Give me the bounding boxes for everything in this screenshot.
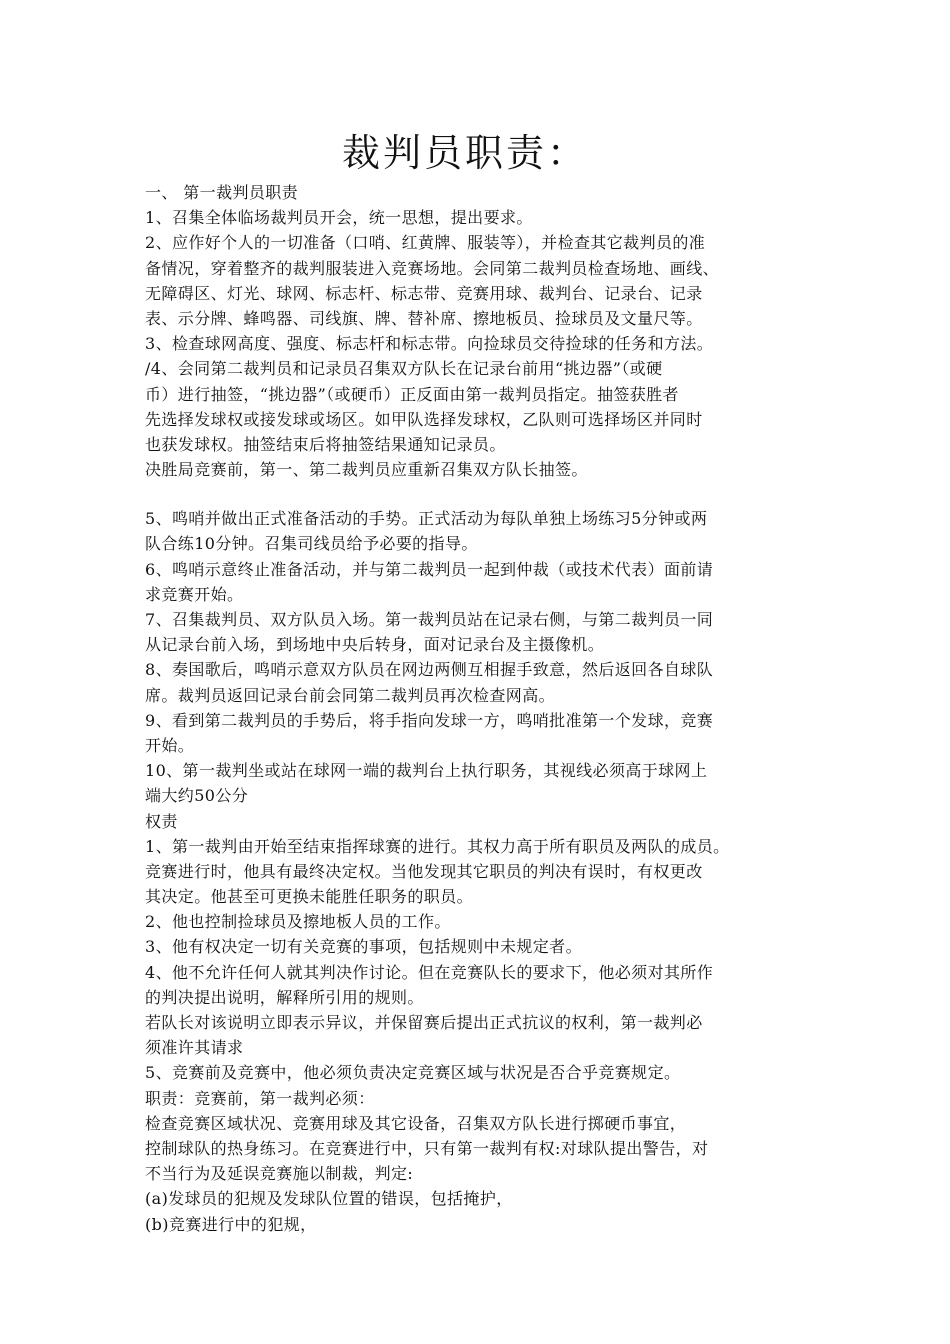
text-line: 3、他有权决定一切有关竞赛的事项，包括规则中未规定者。 <box>145 937 582 957</box>
text-line: 9、看到第二裁判员的手势后，将手指向发球一方，鸣哨批准第一个发球，竞赛 <box>145 710 714 730</box>
text-line: 先选择发球权或接发球或场区。如甲队选择发球权，乙队则可选择场区并同时 <box>145 409 703 429</box>
text-line: 5、竞赛前及竞赛中，他必须负责决定竞赛区域与状况是否合乎竞赛规定。 <box>145 1063 681 1083</box>
text-line: 从记录台前入场，到场地中央后转身，面对记录台及主摄像机。 <box>145 635 605 655</box>
text-line: 队合练10分钟。召集司线员给予必要的指导。 <box>145 534 478 554</box>
text-line: 权责 <box>145 811 178 831</box>
document-body <box>145 180 835 1237</box>
text-line: 6、鸣哨示意终止准备活动，并与第二裁判员一起到仲裁（或技术代表）面前请 <box>145 559 714 579</box>
text-line: 若队长对该说明立即表示异议，并保留赛后提出正式抗议的权利，第一裁判必 <box>145 1013 703 1032</box>
text-line: 1、第一裁判由开始至结束指挥球赛的进行。其权力高于所有职员及两队的成员。 <box>145 836 730 856</box>
text-line: 须准许其请求 <box>145 1038 244 1058</box>
document-title: 裁判员职责： <box>341 131 588 175</box>
text-line: 8、奏国歌后，鸣哨示意双方队员在网边两侧互相握手致意，然后返回各自球队 <box>145 660 714 680</box>
text-line: 5、鸣哨并做出正式准备活动的手势。正式活动为每队单独上场练习5分钟或两 <box>145 509 708 529</box>
text-line: 开始。 <box>145 735 195 755</box>
text-line: 竞赛进行时，他具有最终决定权。当他发现其它职员的判决有误时，有权更改 <box>145 861 703 881</box>
text-line: 不当行为及延误竞赛施以制裁，判定: <box>145 1164 414 1184</box>
text-line: 端大约50公分 <box>145 786 249 806</box>
text-line: 3、检查球网高度、强度、标志杆和标志带。向捡球员交待捡球的任务和方法。 <box>145 334 714 354</box>
text-line: 控制球队的热身练习。在竞赛进行中，只有第一裁判有权:对球队提出警告，对 <box>145 1138 709 1158</box>
text-line: 席。裁判员返回记录台前会同第二裁判员再次检查网高。 <box>145 685 556 705</box>
text-line: /4、会同第二裁判员和记录员召集双方队长在记录台前用“挑边器”（或硬 <box>145 359 663 379</box>
text-line: 求竞赛开始。 <box>145 584 244 604</box>
text-line: 1、召集全体临场裁判员开会，统一思想，提出要求。 <box>145 208 533 228</box>
text-line: 其决定。他甚至可更换未能胜任职务的职员。 <box>145 887 474 907</box>
text-line: 决胜局竞赛前，第一、第二裁判员应重新召集双方队长抽签。 <box>145 460 588 480</box>
text-line: 无障碍区、灯光、球网、标志杆、标志带、竞赛用球、裁判台、记录台、记录 <box>145 283 703 303</box>
text-line: 2、他也控制捡球员及擦地板人员的工作。 <box>145 912 451 932</box>
text-line: 的判决提出说明，解释所引用的规则。 <box>145 987 424 1007</box>
text-line: 2、应作好个人的一切准备（口哨、红黄牌、服装等），并检查其它裁判员的准 <box>145 233 706 253</box>
text-line: (a)发球员的犯规及发球队位置的错误，包括掩护， <box>145 1189 513 1209</box>
text-line: 10、第一裁判坐或站在球网一端的裁判台上执行职务，其视线必须高于球网上 <box>145 761 708 781</box>
text-line: 也获发球权。抽签结束后将抽签结果通知记录员。 <box>145 434 506 454</box>
text-line: 一、 第一裁判员职责 <box>145 183 299 202</box>
text-line: 币）进行抽签，“挑边器”（或硬币）正反面由第一裁判员指定。抽签获胜者 <box>145 384 679 404</box>
text-line: 检查竞赛区域状况、竞赛用球及其它设备，召集双方队长进行掷硬币事宜， <box>145 1113 687 1133</box>
text-line: 4、他不允许任何人就其判决作讨论。但在竞赛队长的要求下，他必须对其所作 <box>145 962 714 982</box>
text-line: 7、召集裁判员、双方队员入场。第一裁判员站在记录右侧，与第二裁判员一同 <box>145 610 714 629</box>
text-line: 职责：竞赛前，第一裁判必须： <box>145 1088 375 1108</box>
text-line: (b)竞赛进行中的犯规， <box>145 1214 317 1234</box>
text-line <box>145 482 835 506</box>
text-line: 备情况，穿着整齐的裁判服装进入竞赛场地。会同第二裁判员检查场地、画线、 <box>145 258 720 278</box>
text-line: 表、示分牌、蜂鸣器、司线旗、牌、替补席、擦地板员、捡球员及文量尺等。 <box>145 308 703 328</box>
